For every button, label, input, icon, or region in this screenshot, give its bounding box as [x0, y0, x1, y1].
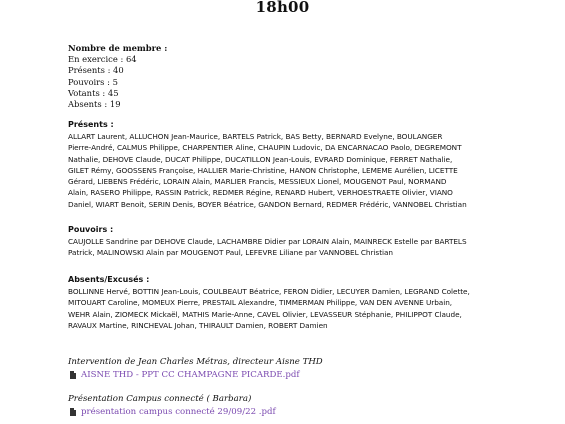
stats-line: Votants : 45: [68, 87, 119, 98]
presentation-attachment-link[interactable]: [70, 407, 276, 417]
presents-line: Daniel, WIART Benoit, SERIN Denis, BOYER Béatrice, GANDON Bernard, REDMER Frédéric, VANNOBEL Christian: [68, 199, 467, 209]
stats-line: Absents : 19: [68, 99, 121, 110]
presents-line: Nathalie, DEHOVE Claude, DUCAT Philippe, DUCATILLON Jean-Louis, EVRARD Dominique, FERRET Nathalie,: [68, 154, 453, 164]
presents-line: ALLART Laurent, ALLUCHON Jean-Maurice, BARTELS Patrick, BAS Betty, BERNARD Evelyne, BOULANGER: [68, 132, 443, 141]
pouvoirs-line: CAUJOLLE Sandrine par DEHOVE Claude, LACHAMBRE Didier par LORAIN Alain, MAINRECK Estelle par BARTELS: [68, 237, 467, 246]
presents-line: GILET Rémy, GOOSSENS Françoise, HALLIER Marie-Christine, HANON Christophe, LEMEME Aurélien, LICETTE: [68, 165, 458, 175]
presents-line: Gérard, LIEBENS Frédéric, LORAIN Alain, MARLIER Francis, MESSIEUX Lionel, MOUGENOT Paul, NORMAND: [68, 177, 447, 187]
absents-line: WEHR Alain, ZIOMECK Mickaël, MATHIS Marie-Anne, CAVEL Olivier, LEVASSEUR Stéphanie, PHILIPPOT Claude,: [68, 309, 462, 319]
meeting-time: 18h00: [255, 0, 310, 16]
attachment-filename[interactable]: AISNE THD - PPT CC CHAMPAGNE PICARDE.pdf: [81, 370, 300, 380]
pouvoirs-list: [68, 236, 498, 259]
member-stats: [68, 43, 167, 110]
stats-line: En exercice : 64: [68, 54, 137, 65]
presents-line: Alain, RASERO Philippe, RASSIN Patrick, REDMER Régine, RENARD Hubert, VERHOESTRAETE Olivier, VIANO: [68, 188, 453, 198]
absents-title: Absents/Excusés :: [68, 275, 150, 284]
presents-line: Pierre-André, CALMUS Philippe, CHARPENTIER Aline, CHAUPIN Ludovic, DA ENCARNACAO Paolo, DEGREMONT: [68, 143, 462, 153]
absents-list: [68, 286, 498, 331]
pouvoirs-title: Pouvoirs :: [68, 225, 114, 234]
stats-line: Pouvoirs : 5: [68, 76, 118, 87]
pouvoirs-line: Patrick, MALINOWSKI Alain par MOUGENOT Paul, LEFEVRE Liliane par VANNOBEL Christian: [68, 248, 393, 258]
absents-line: BOLLINNE Hervé, BOTTIN Jean-Louis, COULBEAUT Béatrice, FERON Didier, LECUYER Damien, LEGRAND Colette,: [68, 287, 470, 296]
attachment-filename[interactable]: présentation campus connecté 29/09/22 .pdf: [81, 407, 276, 417]
absents-line: MITOUART Caroline, MOMEUX Pierre, PRESTAIL Alexandre, TIMMERMAN Philippe, VAN DEN AVENNE Urbain,: [68, 298, 453, 308]
file-icon: [70, 371, 76, 379]
presents-title: Présents :: [68, 120, 114, 129]
presentation-title: Présentation Campus connecté ( Barbara): [68, 394, 252, 404]
presents-list: [68, 131, 498, 210]
absents-line: RAVAUX Martine, RINCHEVAL Johan, THIRAULT Damien, ROBERT Damien: [68, 320, 328, 330]
stats-line: Présents : 40: [68, 65, 124, 76]
file-icon: [70, 408, 76, 416]
intervention-attachment-link[interactable]: [70, 370, 300, 380]
stats-heading: Nombre de membre :: [68, 43, 168, 53]
intervention-title: Intervention de Jean Charles Métras, directeur Aisne THD: [68, 357, 323, 367]
